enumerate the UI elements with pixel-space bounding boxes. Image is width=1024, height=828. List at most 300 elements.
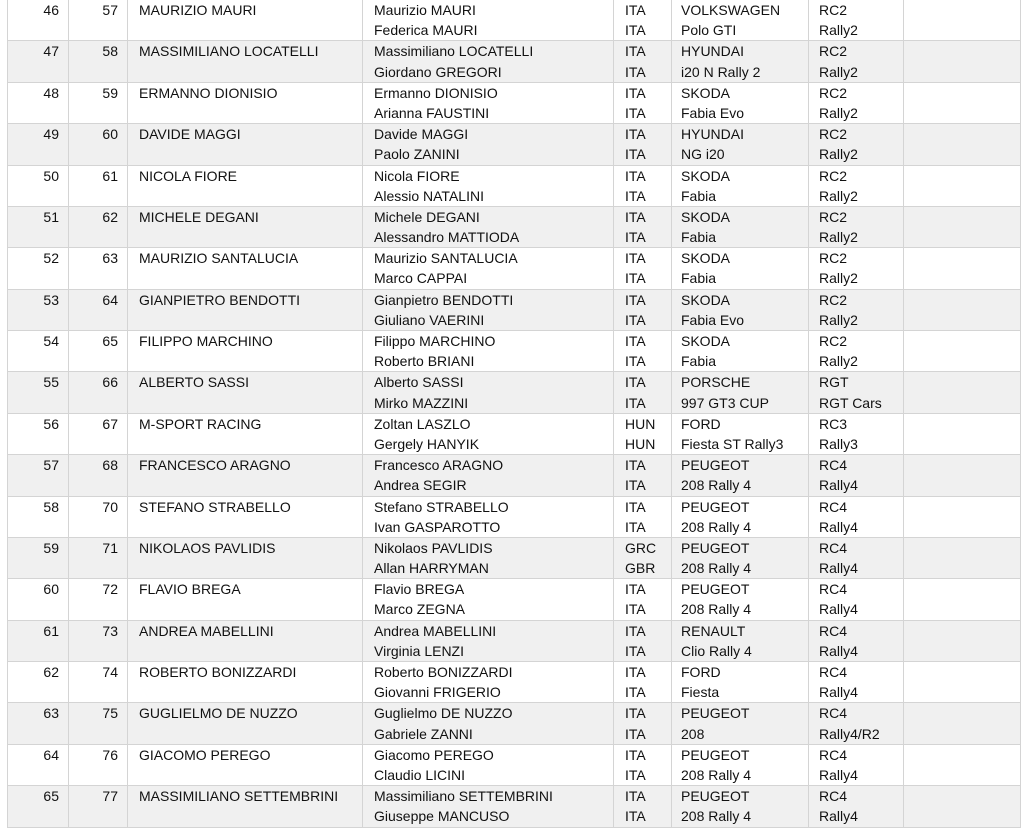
competitor-text: MASSIMILIANO SETTEMBRINI bbox=[139, 788, 339, 805]
table-row bbox=[8, 496, 1021, 537]
driver-text: Michele DEGANI bbox=[374, 208, 480, 225]
nat2-text: ITA bbox=[625, 394, 646, 411]
class-cell bbox=[809, 786, 904, 827]
car-cell bbox=[672, 248, 809, 289]
car-number-cell bbox=[69, 248, 128, 289]
group-text: RC4 bbox=[819, 622, 848, 639]
class-text: Rally4 bbox=[819, 560, 858, 577]
crew-cell bbox=[363, 537, 614, 578]
competitor-text: FILIPPO MARCHINO bbox=[139, 333, 273, 349]
position-cell bbox=[8, 289, 69, 330]
empty-cell bbox=[904, 289, 1021, 330]
competitor-text: MASSIMILIANO LOCATELLI bbox=[139, 43, 319, 60]
codriver-text: Claudio LICINI bbox=[374, 766, 466, 783]
empty-cell bbox=[904, 331, 1021, 372]
model-text: 208 Rally 4 bbox=[681, 601, 752, 618]
empty-cell bbox=[904, 372, 1021, 413]
crew-cell bbox=[363, 662, 614, 703]
nationality-cell bbox=[614, 703, 672, 744]
num-text: 76 bbox=[102, 746, 118, 763]
codriver-text: Andrea SEGIR bbox=[374, 477, 467, 494]
nationality-cell bbox=[614, 537, 672, 578]
crew-cell bbox=[363, 744, 614, 785]
codriver-text: Giuseppe MANCUSO bbox=[374, 808, 510, 825]
empty-cell bbox=[904, 206, 1021, 247]
class-cell bbox=[809, 248, 904, 289]
car-cell bbox=[672, 620, 809, 661]
class-text: Rally2 bbox=[819, 229, 858, 246]
crew-cell bbox=[363, 206, 614, 247]
make-text: SKODA bbox=[681, 250, 731, 267]
pos-text: 62 bbox=[43, 664, 59, 680]
car-cell bbox=[672, 82, 809, 123]
crew-cell bbox=[363, 248, 614, 289]
table-row bbox=[8, 124, 1021, 165]
pos-text: 55 bbox=[43, 374, 59, 391]
make-text: FORD bbox=[681, 415, 721, 432]
nat1-text: ITA bbox=[625, 788, 646, 805]
empty-cell bbox=[904, 786, 1021, 827]
class-cell bbox=[809, 620, 904, 661]
position-cell bbox=[8, 165, 69, 206]
car-cell bbox=[672, 703, 809, 744]
nat1-text: ITA bbox=[625, 208, 646, 225]
car-cell bbox=[672, 413, 809, 454]
pos-text: 61 bbox=[43, 622, 59, 639]
class-text: Rally2 bbox=[819, 311, 858, 328]
crew-cell bbox=[363, 82, 614, 123]
group-text: RC2 bbox=[819, 126, 848, 143]
codriver-text: Alessandro MATTIODA bbox=[374, 229, 520, 246]
competitor-text: FLAVIO BREGA bbox=[139, 581, 241, 598]
car-cell bbox=[672, 496, 809, 537]
nat2-text: ITA bbox=[625, 311, 646, 328]
competitor-text: NICOLA FIORE bbox=[139, 167, 238, 184]
table-row bbox=[8, 537, 1021, 578]
nationality-cell bbox=[614, 124, 672, 165]
crew-cell bbox=[363, 455, 614, 496]
driver-text: Massimiliano SETTEMBRINI bbox=[374, 788, 553, 805]
num-text: 62 bbox=[102, 208, 118, 225]
group-text: RC2 bbox=[819, 333, 848, 349]
nat2-text: ITA bbox=[625, 518, 646, 535]
crew-cell bbox=[363, 579, 614, 620]
nationality-cell bbox=[614, 248, 672, 289]
nat1-text: ITA bbox=[625, 333, 646, 349]
competitor-text: GUGLIELMO DE NUZZO bbox=[139, 705, 298, 722]
nat1-text: ITA bbox=[625, 2, 646, 18]
nationality-cell bbox=[614, 331, 672, 372]
pos-text: 47 bbox=[43, 43, 59, 60]
class-cell bbox=[809, 82, 904, 123]
make-text: FORD bbox=[681, 664, 721, 680]
competitor-text: MAURIZIO SANTALUCIA bbox=[139, 250, 299, 267]
driver-text: Andrea MABELLINI bbox=[374, 622, 497, 639]
codriver-text: Mirko MAZZINI bbox=[374, 394, 469, 411]
codriver-text: Marco CAPPAI bbox=[374, 270, 468, 287]
table-row bbox=[8, 744, 1021, 785]
nat1-text: ITA bbox=[625, 705, 646, 722]
competitor-cell bbox=[128, 537, 363, 578]
class-text: Rally4 bbox=[819, 518, 858, 535]
position-cell bbox=[8, 662, 69, 703]
competitor-cell bbox=[128, 703, 363, 744]
driver-text: Ermanno DIONISIO bbox=[374, 84, 498, 101]
nat1-text: HUN bbox=[625, 415, 656, 432]
nat2-text: ITA bbox=[625, 477, 646, 494]
class-cell bbox=[809, 206, 904, 247]
empty-cell bbox=[904, 0, 1021, 41]
crew-cell bbox=[363, 165, 614, 206]
empty-cell bbox=[904, 620, 1021, 661]
class-cell bbox=[809, 165, 904, 206]
competitor-cell bbox=[128, 455, 363, 496]
car-number-cell bbox=[69, 703, 128, 744]
position-cell bbox=[8, 41, 69, 82]
nat2-text: ITA bbox=[625, 229, 646, 246]
num-text: 74 bbox=[102, 664, 118, 680]
driver-text: Filippo MARCHINO bbox=[374, 333, 496, 349]
competitor-cell bbox=[128, 786, 363, 827]
position-cell bbox=[8, 248, 69, 289]
model-text: Fiesta ST Rally3 bbox=[681, 435, 784, 452]
nat1-text: ITA bbox=[625, 291, 646, 308]
num-text: 60 bbox=[102, 126, 118, 143]
nationality-cell bbox=[614, 786, 672, 827]
pos-text: 64 bbox=[43, 746, 59, 763]
class-text: Rally4 bbox=[819, 642, 858, 659]
nat2-text: ITA bbox=[625, 601, 646, 618]
empty-cell bbox=[904, 124, 1021, 165]
nat2-text: ITA bbox=[625, 22, 646, 39]
nat1-text: ITA bbox=[625, 167, 646, 184]
empty-cell bbox=[904, 579, 1021, 620]
car-number-cell bbox=[69, 620, 128, 661]
num-text: 64 bbox=[102, 291, 118, 308]
model-text: 208 Rally 4 bbox=[681, 808, 752, 825]
codriver-text: Allan HARRYMAN bbox=[374, 560, 489, 577]
nat2-text: ITA bbox=[625, 270, 646, 287]
num-text: 68 bbox=[102, 457, 118, 474]
table-row bbox=[8, 620, 1021, 661]
class-cell bbox=[809, 537, 904, 578]
car-number-cell bbox=[69, 496, 128, 537]
table-row bbox=[8, 662, 1021, 703]
model-text: 208 Rally 4 bbox=[681, 766, 752, 783]
group-text: RC4 bbox=[819, 539, 848, 556]
nationality-cell bbox=[614, 455, 672, 496]
num-text: 57 bbox=[102, 2, 118, 18]
car-cell bbox=[672, 786, 809, 827]
car-cell bbox=[672, 165, 809, 206]
num-text: 67 bbox=[102, 415, 118, 432]
competitor-cell bbox=[128, 248, 363, 289]
empty-cell bbox=[904, 537, 1021, 578]
group-text: RC3 bbox=[819, 415, 848, 432]
position-cell bbox=[8, 786, 69, 827]
make-text: SKODA bbox=[681, 333, 731, 349]
make-text: HYUNDAI bbox=[681, 43, 745, 60]
competitor-cell bbox=[128, 289, 363, 330]
class-text: Rally4 bbox=[819, 684, 858, 701]
position-cell bbox=[8, 744, 69, 785]
model-text: Clio Rally 4 bbox=[681, 642, 752, 659]
class-text: Rally2 bbox=[819, 146, 858, 163]
nat2-text: ITA bbox=[625, 808, 646, 825]
num-text: 59 bbox=[102, 84, 118, 101]
group-text: RC4 bbox=[819, 457, 848, 474]
pos-text: 58 bbox=[43, 498, 59, 515]
num-text: 65 bbox=[102, 333, 118, 349]
empty-cell bbox=[904, 496, 1021, 537]
class-text: Rally2 bbox=[819, 63, 858, 80]
competitor-text: M-SPORT RACING bbox=[139, 415, 262, 432]
car-number-cell bbox=[69, 82, 128, 123]
crew-cell bbox=[363, 124, 614, 165]
car-number-cell bbox=[69, 579, 128, 620]
nat1-text: ITA bbox=[625, 126, 646, 143]
nationality-cell bbox=[614, 41, 672, 82]
nat2-text: ITA bbox=[625, 146, 646, 163]
crew-cell bbox=[363, 786, 614, 827]
make-text: PEUGEOT bbox=[681, 581, 750, 598]
class-cell bbox=[809, 496, 904, 537]
table-row bbox=[8, 703, 1021, 744]
empty-cell bbox=[904, 41, 1021, 82]
nat1-text: ITA bbox=[625, 84, 646, 101]
driver-text: Massimiliano LOCATELLI bbox=[374, 43, 534, 60]
competitor-text: GIANPIETRO BENDOTTI bbox=[139, 291, 301, 308]
car-number-cell bbox=[69, 331, 128, 372]
competitor-cell bbox=[128, 124, 363, 165]
class-cell bbox=[809, 289, 904, 330]
pos-text: 53 bbox=[43, 291, 59, 308]
codriver-text: Paolo ZANINI bbox=[374, 146, 460, 163]
class-cell bbox=[809, 455, 904, 496]
nat2-text: ITA bbox=[625, 353, 646, 370]
pos-text: 65 bbox=[43, 788, 59, 805]
table-row bbox=[8, 289, 1021, 330]
model-text: Fabia bbox=[681, 270, 717, 287]
num-text: 58 bbox=[102, 43, 118, 60]
group-text: RC4 bbox=[819, 498, 848, 515]
table-row bbox=[8, 786, 1021, 827]
class-cell bbox=[809, 579, 904, 620]
class-text: RGT Cars bbox=[819, 394, 882, 411]
empty-cell bbox=[904, 413, 1021, 454]
nat1-text: ITA bbox=[625, 746, 646, 763]
car-cell bbox=[672, 455, 809, 496]
nationality-cell bbox=[614, 82, 672, 123]
car-number-cell bbox=[69, 289, 128, 330]
pos-text: 57 bbox=[43, 457, 59, 474]
competitor-cell bbox=[128, 0, 363, 41]
crew-cell bbox=[363, 372, 614, 413]
class-text: Rally2 bbox=[819, 22, 858, 39]
entry-list-body bbox=[8, 0, 1021, 827]
group-text: RC2 bbox=[819, 250, 848, 267]
position-cell bbox=[8, 331, 69, 372]
nat2-text: ITA bbox=[625, 187, 646, 204]
car-number-cell bbox=[69, 455, 128, 496]
competitor-cell bbox=[128, 620, 363, 661]
driver-text: Guglielmo DE NUZZO bbox=[374, 705, 513, 722]
group-text: RC4 bbox=[819, 788, 848, 805]
model-text: Fabia bbox=[681, 229, 717, 246]
model-text: Fabia bbox=[681, 353, 717, 370]
car-number-cell bbox=[69, 537, 128, 578]
car-cell bbox=[672, 537, 809, 578]
nat2-text: ITA bbox=[625, 63, 646, 80]
car-number-cell bbox=[69, 206, 128, 247]
car-number-cell bbox=[69, 41, 128, 82]
codriver-text: Gabriele ZANNI bbox=[374, 725, 473, 742]
nationality-cell bbox=[614, 496, 672, 537]
car-number-cell bbox=[69, 786, 128, 827]
make-text: PEUGEOT bbox=[681, 539, 750, 556]
model-text: 208 bbox=[681, 725, 705, 742]
model-text: 208 Rally 4 bbox=[681, 560, 752, 577]
empty-cell bbox=[904, 744, 1021, 785]
competitor-cell bbox=[128, 413, 363, 454]
codriver-text: Ivan GASPAROTTO bbox=[374, 518, 501, 535]
class-text: Rally3 bbox=[819, 435, 858, 452]
table-row bbox=[8, 413, 1021, 454]
make-text: SKODA bbox=[681, 291, 731, 308]
driver-text: Nicola FIORE bbox=[374, 167, 460, 184]
group-text: RC2 bbox=[819, 84, 848, 101]
class-text: Rally4 bbox=[819, 766, 858, 783]
crew-cell bbox=[363, 413, 614, 454]
empty-cell bbox=[904, 165, 1021, 206]
car-number-cell bbox=[69, 744, 128, 785]
group-text: RC4 bbox=[819, 705, 848, 722]
nat2-text: ITA bbox=[625, 766, 646, 783]
table-row bbox=[8, 248, 1021, 289]
model-text: 997 GT3 CUP bbox=[681, 394, 769, 411]
position-cell bbox=[8, 413, 69, 454]
codriver-text: Federica MAURI bbox=[374, 22, 478, 39]
table-row bbox=[8, 41, 1021, 82]
nationality-cell bbox=[614, 206, 672, 247]
num-text: 77 bbox=[102, 788, 118, 805]
crew-cell bbox=[363, 0, 614, 41]
driver-text: Davide MAGGI bbox=[374, 126, 469, 143]
model-text: Fiesta bbox=[681, 684, 720, 701]
nat2-text: HUN bbox=[625, 435, 656, 452]
competitor-cell bbox=[128, 372, 363, 413]
competitor-cell bbox=[128, 206, 363, 247]
class-text: Rally4/R2 bbox=[819, 725, 880, 742]
crew-cell bbox=[363, 41, 614, 82]
crew-cell bbox=[363, 331, 614, 372]
position-cell bbox=[8, 579, 69, 620]
make-text: PORSCHE bbox=[681, 374, 751, 391]
pos-text: 49 bbox=[43, 126, 59, 143]
class-cell bbox=[809, 0, 904, 41]
competitor-cell bbox=[128, 744, 363, 785]
nat1-text: ITA bbox=[625, 457, 646, 474]
competitor-cell bbox=[128, 579, 363, 620]
pos-text: 54 bbox=[43, 333, 59, 349]
make-text: HYUNDAI bbox=[681, 126, 745, 143]
table-row bbox=[8, 165, 1021, 206]
position-cell bbox=[8, 496, 69, 537]
driver-text: Maurizio SANTALUCIA bbox=[374, 250, 518, 267]
crew-cell bbox=[363, 496, 614, 537]
driver-text: Giacomo PEREGO bbox=[374, 746, 494, 763]
nat1-text: ITA bbox=[625, 622, 646, 639]
position-cell bbox=[8, 620, 69, 661]
nat2-text: ITA bbox=[625, 642, 646, 659]
class-text: Rally2 bbox=[819, 353, 858, 370]
class-text: Rally4 bbox=[819, 601, 858, 618]
competitor-cell bbox=[128, 41, 363, 82]
make-text: PEUGEOT bbox=[681, 746, 750, 763]
model-text: NG i20 bbox=[681, 146, 725, 163]
nat1-text: GRC bbox=[625, 539, 657, 556]
num-text: 72 bbox=[102, 581, 118, 598]
nat1-text: ITA bbox=[625, 581, 646, 598]
make-text: PEUGEOT bbox=[681, 705, 750, 722]
nationality-cell bbox=[614, 579, 672, 620]
position-cell bbox=[8, 0, 69, 41]
nat2-text: ITA bbox=[625, 725, 646, 742]
make-text: PEUGEOT bbox=[681, 457, 750, 474]
car-cell bbox=[672, 579, 809, 620]
car-number-cell bbox=[69, 165, 128, 206]
nat2-text: ITA bbox=[625, 104, 646, 121]
table-row bbox=[8, 82, 1021, 123]
nationality-cell bbox=[614, 413, 672, 454]
make-text: RENAULT bbox=[681, 622, 746, 639]
driver-text: Roberto BONIZZARDI bbox=[374, 664, 513, 680]
car-cell bbox=[672, 372, 809, 413]
competitor-text: GIACOMO PEREGO bbox=[139, 746, 271, 763]
competitor-text: DAVIDE MAGGI bbox=[139, 126, 241, 143]
car-number-cell bbox=[69, 124, 128, 165]
table-row bbox=[8, 206, 1021, 247]
codriver-text: Giordano GREGORI bbox=[374, 63, 502, 80]
codriver-text: Marco ZEGNA bbox=[374, 601, 466, 618]
car-number-cell bbox=[69, 413, 128, 454]
group-text: RC4 bbox=[819, 664, 848, 680]
nationality-cell bbox=[614, 372, 672, 413]
competitor-cell bbox=[128, 331, 363, 372]
empty-cell bbox=[904, 82, 1021, 123]
driver-text: Francesco ARAGNO bbox=[374, 457, 504, 474]
model-text: Fabia bbox=[681, 187, 717, 204]
competitor-text: ERMANNO DIONISIO bbox=[139, 84, 278, 101]
competitor-text: ANDREA MABELLINI bbox=[139, 622, 274, 639]
codriver-text: Arianna FAUSTINI bbox=[374, 104, 490, 121]
codriver-text: Gergely HANYIK bbox=[374, 435, 480, 452]
model-text: 208 Rally 4 bbox=[681, 518, 752, 535]
nationality-cell bbox=[614, 744, 672, 785]
competitor-text: STEFANO STRABELLO bbox=[139, 498, 291, 515]
class-cell bbox=[809, 744, 904, 785]
competitor-text: ALBERTO SASSI bbox=[139, 374, 249, 391]
position-cell bbox=[8, 372, 69, 413]
empty-cell bbox=[904, 703, 1021, 744]
competitor-text: ROBERTO BONIZZARDI bbox=[139, 664, 297, 680]
class-text: Rally4 bbox=[819, 808, 858, 825]
codriver-text: Giuliano VAERINI bbox=[374, 311, 485, 328]
num-text: 75 bbox=[102, 705, 118, 722]
model-text: Polo GTI bbox=[681, 22, 737, 39]
competitor-cell bbox=[128, 496, 363, 537]
car-cell bbox=[672, 331, 809, 372]
